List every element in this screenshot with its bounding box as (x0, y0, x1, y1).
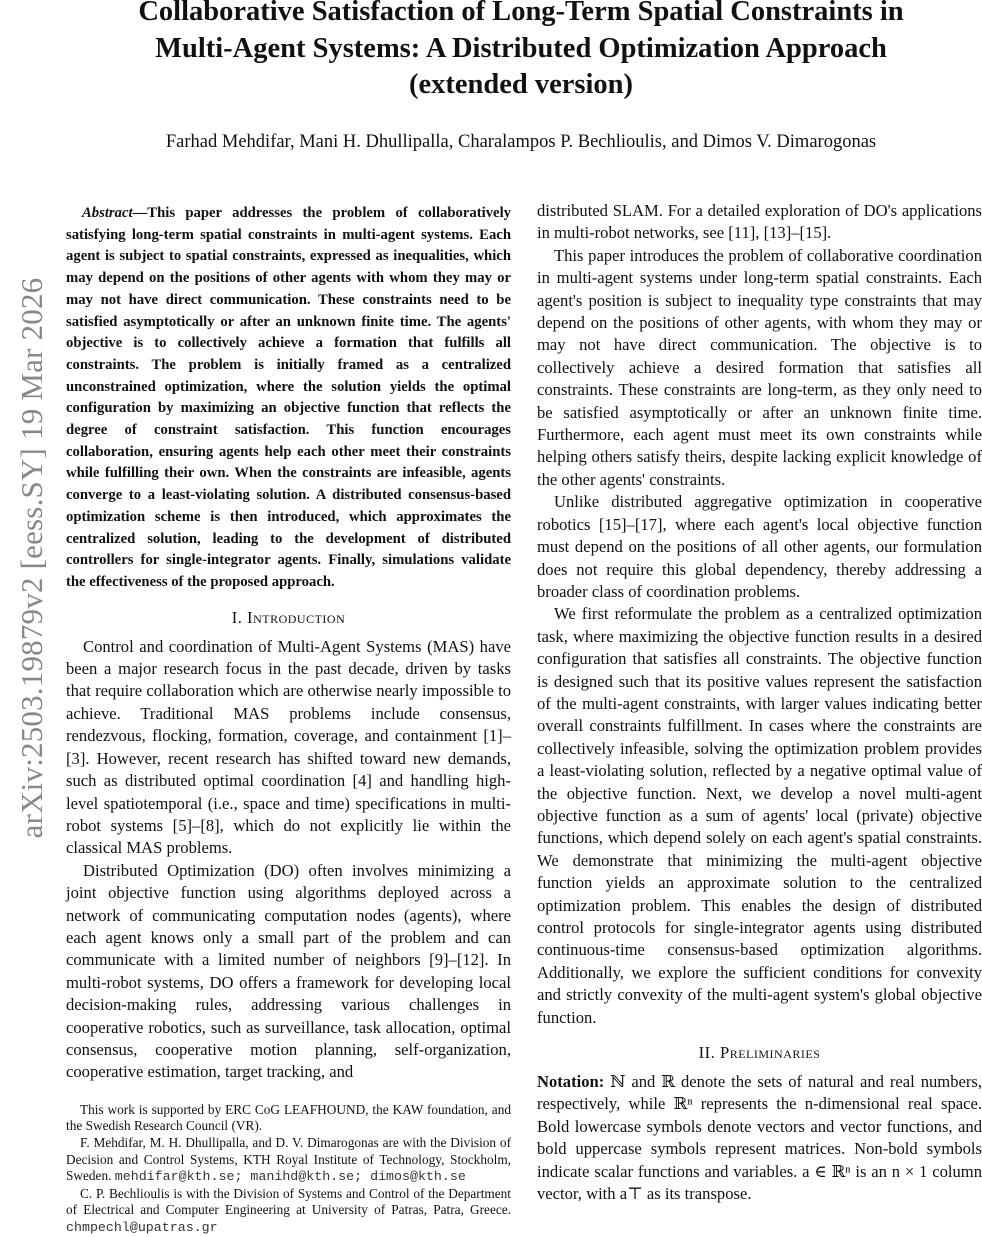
paragraph: Unlike distributed aggregative optimization in cooperative robotics [15]–[17], where each agent's local objective function must depend on the positions of all other agents, our formulation does not require this global dependency, thereby addressing a broader class of coordination problems. (537, 492, 982, 601)
email-address: chmpechl@upatras.gr (66, 1219, 218, 1235)
notation-paragraph (537, 1071, 982, 1205)
paragraph: Distributed Optimization (DO) often involves minimizing a joint objective function using algorithms deployed across a network of communicating computation nodes (agents), where each agent knows only a small part of the problem and can communicate with a limited number of neighbors [9]–[12]. In multi-robot systems, DO offers a framework for developing local decision-making rules, addressing various challenges in cooperative robotics, such as surveillance, task allocation, optimal consensus, cooperative motion planning, self-organization, cooperative estimation, target tracking, and (66, 860, 511, 1082)
paragraph: This paper introduces the problem of collaborative coordination in multi-agent systems under long-term spatial constraints. Each agent's position is subject to inequality type constraints that may depend on the positions of other agents, with whom they may or may not have direct communication. The objective is to collectively achieve a desired formation that satisfies all constraints. These constraints are long-term, as they only need to be satisfied asymptotically or after an unknown finite time. Furthermore, each agent must meet its own constraints while helping others satisfy theirs, despite lacking explicit knowledge of the other agents' constraints. (537, 245, 982, 489)
left-column (66, 203, 511, 1237)
title-line: Collaborative Satisfaction of Long-Term Spatial Constraints in (138, 0, 904, 27)
footnote-affiliation-patras (66, 1186, 511, 1237)
footnote-affiliation-kth (66, 1135, 511, 1186)
notation-text: ℕ and ℝ denote the sets of natural and real numbers, respectively, while ℝⁿ represents the n-dimensional real space. Bold lowercase symbols denote vectors and vector functions, and bold uppercase symbols represent matrices. Non-bold symbols indicate scalar functions and variables. a ∈ ℝⁿ is an n × 1 column vector, with a⊤ as its transpose. (537, 1072, 982, 1204)
notation-label: Notation: (537, 1072, 605, 1092)
abstract (66, 203, 511, 594)
title-line: (extended version) (408, 69, 633, 100)
footnote-funding: This work is supported by ERC CoG LEAFHOUND, the KAW foundation, and the Swedish Research Council (VR). (66, 1101, 511, 1134)
paragraph: distributed SLAM. For a detailed exploration of DO's applications in multi-robot networks, see [11], [13]–[15]. (537, 201, 982, 243)
section-heading-preliminaries: II. Preliminaries (698, 1043, 821, 1063)
author-list: Farhad Mehdifar, Mani H. Dhullipalla, Charalampos P. Bechlioulis, and Dimos V. Dimarogonas (165, 132, 877, 152)
email-addresses: mehdifar@kth.se; manihd@kth.se; dimos@kth.se (114, 1169, 466, 1185)
title-line: Multi-Agent Systems: A Distributed Optimization Approach (155, 32, 887, 64)
affiliation-text: F. Mehdifar, M. H. Dhullipalla, and D. V. Dimarogonas are with the Division of Decision and Control Systems, KTH Royal Institute of Technology, Stockholm, Sweden. (66, 1134, 511, 1184)
paragraph: Control and coordination of Multi-Agent Systems (MAS) have been a major research focus in the past decade, driven by tasks that require collaboration which are otherwise nearly impossible to achieve. Traditional MAS problems include consensus, rendezvous, flocking, formation, coverage, and containment [1]–[3]. However, recent research has shifted toward new demands, such as distributed optimal coordination [4] and handling high-level spatiotemporal (i.e., space and time) specifications in multi-robot systems [5]–[8], which do not explicitly lie within the classical MAS problems. (66, 636, 511, 858)
paragraph: We first reformulate the problem as a centralized optimization task, where maximizing the objective function results in a desired configuration that satisfies all constraints. The objective function is designed such that its positive values represent the satisfaction of the multi-agent constraints, with larger values indicating better overall constraints fulfillment. In cases where the constraints are collectively infeasible, solving the optimization problem provides a least-violating solution, reflected by a negative optimal value of the objective function. Next, we develop a novel multi-agent objective function as a sum of agents' local (private) objective functions, which depend solely on each agent's spatial constraints. We demonstrate that minimizing the multi-agent objective function yields an approximate solution to the centralized optimization problem. This enables the design of distributed control protocols for single-integrator agents using distributed continuous-time consensus-based optimization algorithms. Additionally, we explore the sufficient conditions for convexity and strictly convexity of the multi-agent system's global objective function. (537, 604, 982, 1027)
abstract-label: Abstract (82, 205, 133, 221)
paper-title (60, 0, 982, 104)
right-column (537, 200, 982, 1205)
footnotes (66, 1102, 511, 1237)
abstract-text: —This paper addresses the problem of collaboratively satisfying long-term spatial constraints in multi-agent systems. Each agent is subject to spatial constraints, expressed as inequalities, which may depend on the positions of other agents with whom they may or may not have direct communication. These constraints need to be satisfied asymptotically or after an unknown finite time. The agents' objective is to collectively achieve a formation that fulfills all constraints. The problem is initially framed as a centralized unconstrained optimization, where the solution yields the optimal configuration by maximizing an objective function that reflects the degree of constraint satisfaction. This function encourages collaboration, ensuring agents help each other meet their constraints while fulfilling their own. When the constraints are infeasible, agents converge to a least-violating solution. A distributed consensus-based optimization scheme is then introduced, which approximates the centralized solution, leading to the development of distributed controllers for single-integrator agents. Finally, simulations validate the effectiveness of the proposed approach. (66, 205, 511, 590)
arxiv-identifier: arXiv:2503.19879v2 [eess.SY] 19 Mar 2026 (14, 277, 49, 839)
section-heading-introduction: I. Introduction (231, 607, 346, 627)
affiliation-text: C. P. Bechlioulis is with the Division of Systems and Control of the Department of Electrical and Computer Engineering at University of Patras, Patra, Greece. (66, 1185, 511, 1218)
